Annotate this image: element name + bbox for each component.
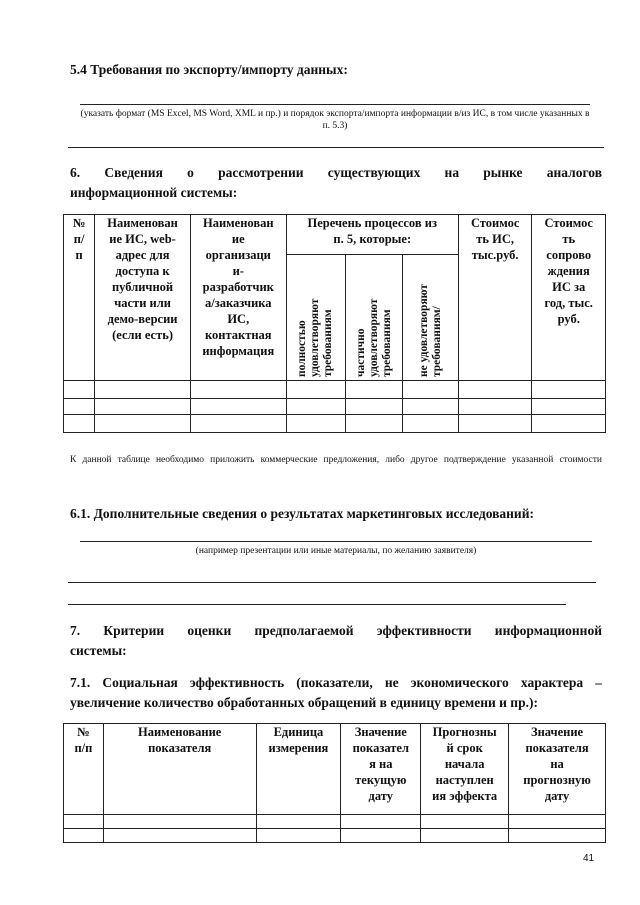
fill-line: [68, 147, 604, 148]
col-header-forecast-date: Прогнозны й срок начала наступлен ия эффекта: [421, 724, 509, 815]
fill-line: [68, 582, 596, 583]
section-7-title-line1: 7. Критерии оценки предполагаемой эффективности информационной: [70, 623, 602, 638]
section-5-4-title: 5.4 Требования по экспорту/импорту данных:: [70, 62, 348, 77]
analogs-table: [63, 214, 606, 433]
col-header-cost: Стоимос ть ИС, тыс.руб.: [458, 215, 532, 381]
col-header-is-name: Наименован ие ИС, web- адрес для доступа к публичной части или демо-версии (если есть): [95, 215, 191, 381]
col-header-partially: частично удовлетворяют требованиям: [354, 298, 393, 377]
col-header-developer: Наименован ие организаци и- разработчик а/заказчика ИС, контактная информация: [190, 215, 286, 381]
social-efficiency-table: [63, 723, 606, 843]
section-5-4-note: (указать формат (MS Excel, MS Word, XML и пр.) и порядок экспорта/импорта информации в/из ИС, в том числе указанных в п. 5.3): [80, 109, 590, 131]
table-row: [64, 381, 606, 399]
section-6-1-note: (например презентации или иные материалы, по желанию заявителя): [195, 546, 477, 556]
col-header-support-cost: Стоимос ть сопрово ждения ИС за год, тыс. руб.: [532, 215, 606, 381]
col-header-fully: полностью удовлетворяют требованиям: [296, 298, 335, 377]
col-header-target-value: Значение показателя на прогнозную дату: [509, 724, 606, 815]
table-footnote: К данной таблице необходимо приложить коммерческие предложения, либо другое подтверждение указанной стоимости: [70, 455, 602, 465]
table-row: [64, 415, 606, 433]
section-6-1-title: 6.1. Дополнительные сведения о результатах маркетинговых исследований:: [70, 506, 534, 521]
col-header-not: не удовлетворяют требованиям/: [417, 284, 443, 377]
section-6-title-line2: информационной системы:: [70, 185, 238, 200]
fill-line: [68, 604, 566, 605]
col-header-number: № п/ п: [64, 215, 95, 381]
fill-line: [80, 104, 590, 105]
col-header-unit: Единица измерения: [256, 724, 341, 815]
table-row: [64, 399, 606, 415]
col-header-number: № п/п: [64, 724, 104, 815]
col-header-indicator-name: Наименование показателя: [103, 724, 256, 815]
section-6-title-line1: 6. Сведения о рассмотрении существующих на рынке аналогов: [70, 165, 602, 180]
fill-line: [80, 541, 592, 542]
section-7-title-line2: системы:: [70, 643, 127, 658]
section-7-1-title-line1: 7.1. Социальная эффективность (показатели, не экономического характера –: [70, 675, 602, 690]
page-number: 41: [583, 853, 595, 864]
col-header-current-value: Значение показател я на текущую дату: [341, 724, 421, 815]
table-row: [64, 829, 606, 843]
col-header-processes: Перечень процессов из п. 5, которые:: [286, 215, 458, 255]
section-7-1-title-line2: увеличение количество обработанных обращений в единицу времени и пр.):: [70, 695, 538, 710]
table-row: [64, 815, 606, 829]
